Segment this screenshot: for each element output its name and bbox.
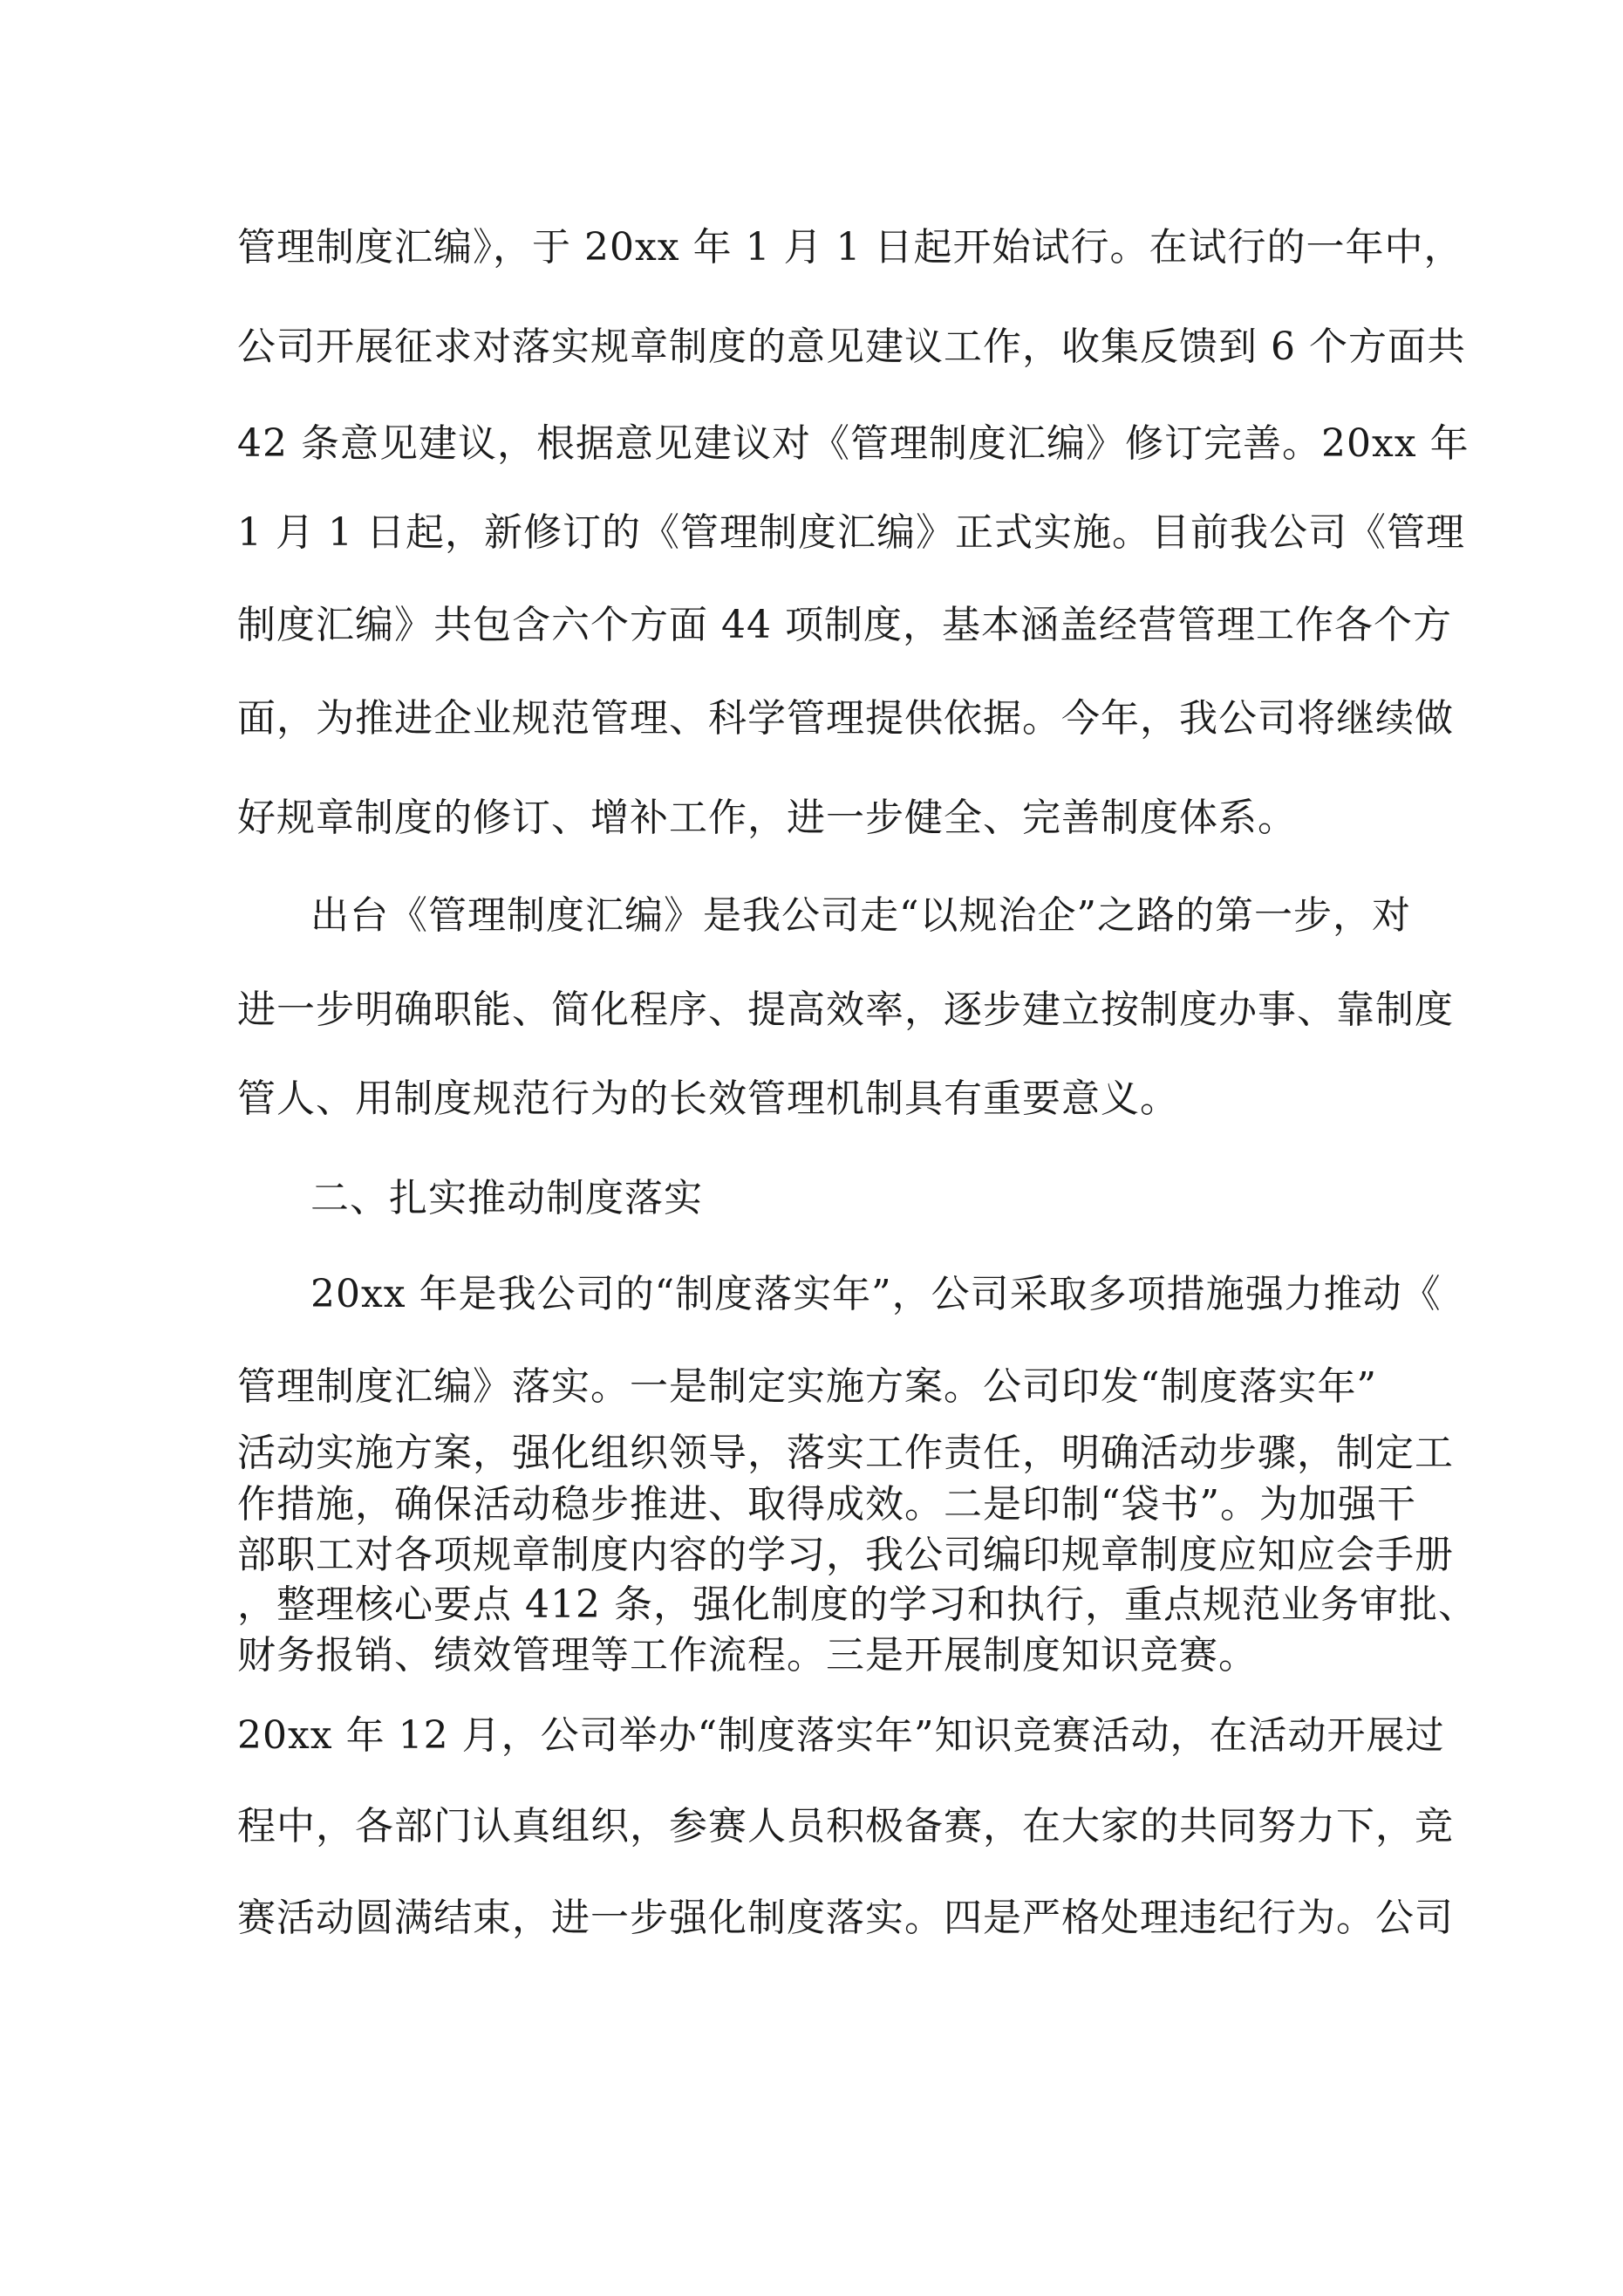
body-text-line: 42 条意见建议，根据意见建议对《管理制度汇编》修订完善。20xx 年: [237, 421, 1470, 466]
body-text-line: 1 月 1 日起，新修订的《管理制度汇编》正式实施。目前我公司《管理: [237, 510, 1465, 555]
body-text-line: 部职工对各项规章制度内容的学习，我公司编印规章制度应知应会手册: [237, 1533, 1454, 1577]
paragraph-first-line: 出台《管理制度汇编》是我公司走“以规治企”之路的第一步，对: [310, 893, 1411, 938]
body-text-line: 赛活动圆满结束，进一步强化制度落实。四是严格处理违纪行为。公司: [237, 1896, 1454, 1940]
body-text-line: 作措施，确保活动稳步推进、取得成效。二是印制“袋书”。为加强干: [237, 1482, 1416, 1527]
body-text-line: 好规章制度的修订、增补工作，进一步健全、完善制度体系。: [237, 796, 1297, 840]
body-text-line: 20xx 年 12 月，公司举办“制度落实年”知识竞赛活动，在活动开展过: [237, 1713, 1445, 1758]
body-text-line: 活动实施方案，强化组织领导，落实工作责任，明确活动步骤，制定工: [237, 1431, 1454, 1475]
section-heading: 二、扎实推动制度落实: [310, 1176, 703, 1220]
body-text-line: 面，为推进企业规范管理、科学管理提供依据。今年，我公司将继续做: [237, 696, 1454, 741]
body-text-line: 程中，各部门认真组织，参赛人员积极备赛，在大家的共同努力下，竞: [237, 1804, 1454, 1848]
body-text-line: 管人、用制度规范行为的长效管理机制具有重要意义。: [237, 1076, 1179, 1121]
body-text-line: ，整理核心要点 412 条，强化制度的学习和执行，重点规范业务审批、: [237, 1582, 1477, 1627]
body-text-line: 公司开展征求对落实规章制度的意见建议工作，收集反馈到 6 个方面共: [237, 325, 1466, 369]
body-text-line: 进一步明确职能、简化程序、提高效率，逐步建立按制度办事、靠制度: [237, 987, 1454, 1032]
paragraph-first-line: 20xx 年是我公司的“制度落实年”，公司采取多项措施强力推动《: [310, 1272, 1442, 1316]
body-text-line: 管理制度汇编》落实。一是制定实施方案。公司印发“制度落实年”: [237, 1364, 1377, 1409]
body-text-line: 管理制度汇编》，于 20xx 年 1 月 1 日起开始试行。在试行的一年中，: [237, 225, 1463, 270]
body-text-line: 财务报销、绩效管理等工作流程。三是开展制度知识竞赛。: [237, 1633, 1258, 1678]
body-text-line: 制度汇编》共包含六个方面 44 项制度，基本涵盖经营管理工作各个方: [237, 603, 1452, 647]
